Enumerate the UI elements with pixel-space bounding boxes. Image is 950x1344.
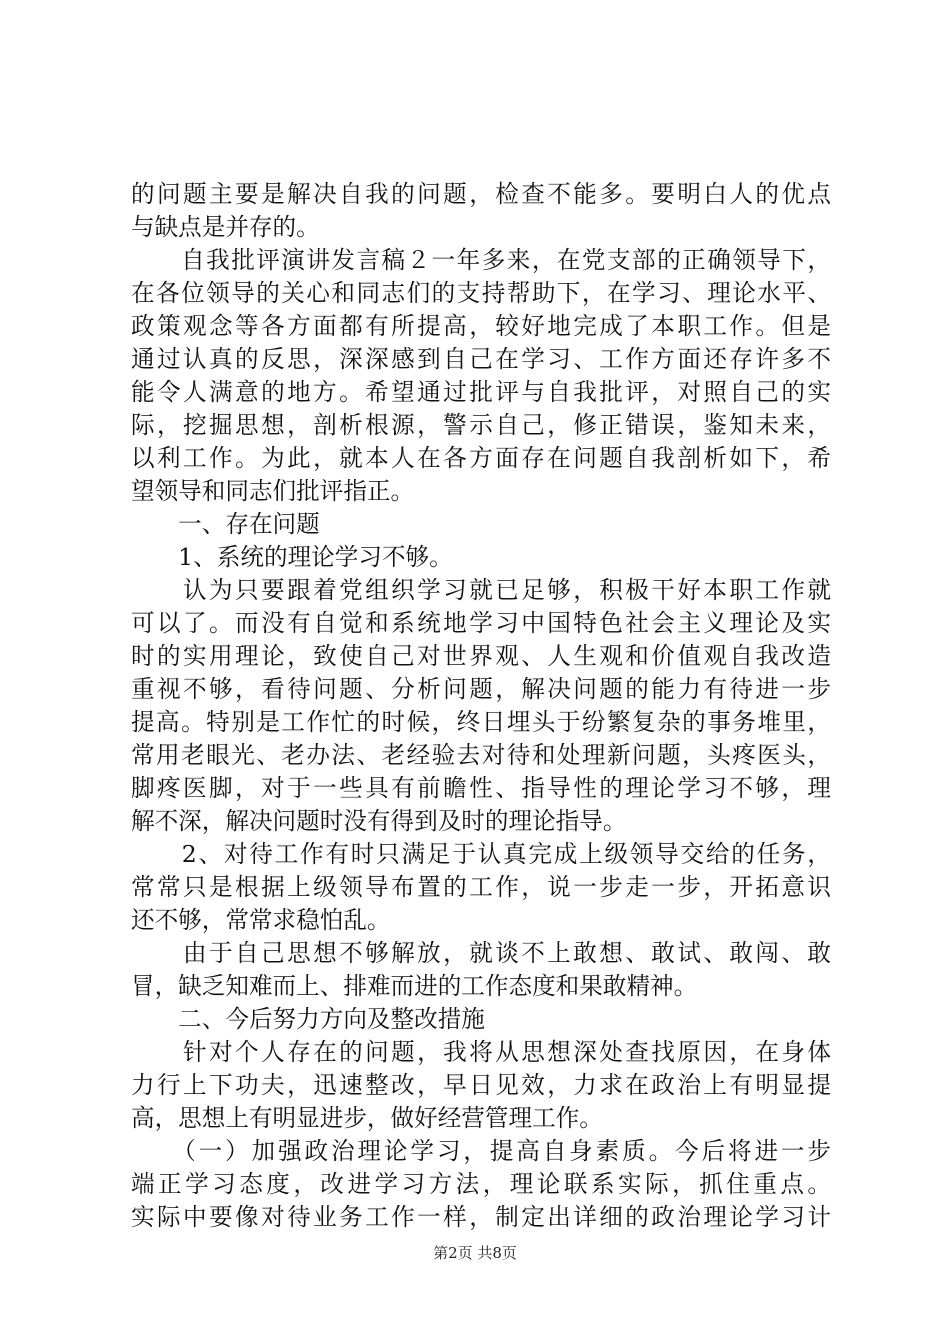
page-footer: 第2页 共8页 <box>433 1244 517 1262</box>
text-line: 常常只是根据上级领导布置的工作，说一步走一步，开拓意识 <box>131 873 831 901</box>
text-line: 解不深，解决问题时没有得到及时的理论指导。 <box>131 807 627 835</box>
text-line: 高，思想上有明显进步，做好经营管理工作。 <box>131 1104 603 1132</box>
text-line: 常用老眼光、老办法、老经验去对待和处理新问题，头疼医头， <box>131 741 831 769</box>
text-line: 针对个人存在的问题，我将从思想深处查找原因，在身体 <box>131 1038 831 1066</box>
text-line: 重视不够，看待问题、分析问题，解决问题的能力有待进一步 <box>131 675 831 703</box>
text-line: 由于自己思想不够解放，就谈不上敢想、敢试、敢闯、敢 <box>131 939 831 967</box>
section-heading: 二、今后努力方向及整改措施 <box>131 1005 485 1033</box>
text-line: 脚疼医脚，对于一些具有前瞻性、指导性的理论学习不够，理 <box>131 774 831 802</box>
section-heading: 一、存在问题 <box>131 510 320 538</box>
text-line: 认为只要跟着党组织学习就已足够，积极干好本职工作就 <box>131 576 831 604</box>
text-line: 以利工作。为此，就本人在各方面存在问题自我剖析如下，希 <box>131 444 831 472</box>
text-line: 提高。特别是工作忙的时候，终日埋头于纷繁复杂的事务堆里， <box>131 708 831 736</box>
text-line: 在各位领导的关心和同志们的支持帮助下，在学习、理论水平、 <box>131 279 831 307</box>
text-line: 与缺点是并存的。 <box>131 213 320 241</box>
text-line: 2、对待工作有时只满足于认真完成上级领导交给的任务， <box>131 840 831 868</box>
text-line: 端正学习态度，改进学习方法，理论联系实际，抓住重点。 <box>131 1170 831 1198</box>
text-line: 通过认真的反思，深深感到自己在学习、工作方面还存许多不 <box>131 345 831 373</box>
text-line: 自我批评演讲发言稿２一年多来，在党支部的正确领导下， <box>131 246 831 274</box>
text-line: 力行上下功夫，迅速整改，早日见效，力求在政治上有明显提 <box>131 1071 831 1099</box>
text-line: 际，挖掘思想，剖析根源，警示自己，修正错误，鉴知未来， <box>131 411 831 439</box>
text-line: （一）加强政治理论学习，提高自身素质。今后将进一步 <box>131 1137 831 1165</box>
subsection-heading: 1、系统的理论学习不够。 <box>131 543 453 571</box>
text-line: 望领导和同志们批评指正。 <box>131 477 415 505</box>
text-line: 能令人满意的地方。希望通过批评与自我批评，对照自己的实 <box>131 378 831 406</box>
text-line: 冒，缺乏知难而上、排难而进的工作态度和果敢精神。 <box>131 972 698 1000</box>
text-line: 政策观念等各方面都有所提高，较好地完成了本职工作。但是 <box>131 312 831 340</box>
text-line: 可以了。而没有自觉和系统地学习中国特色社会主义理论及实 <box>131 609 831 637</box>
text-line: 时的实用理论，致使自己对世界观、人生观和价值观自我改造 <box>131 642 831 670</box>
text-line: 的问题主要是解决自我的问题，检查不能多。要明白人的优点 <box>131 180 831 208</box>
text-line: 实际中要像对待业务工作一样，制定出详细的政治理论学习计 <box>131 1203 831 1231</box>
text-line: 还不够，常常求稳怕乱。 <box>131 906 391 934</box>
